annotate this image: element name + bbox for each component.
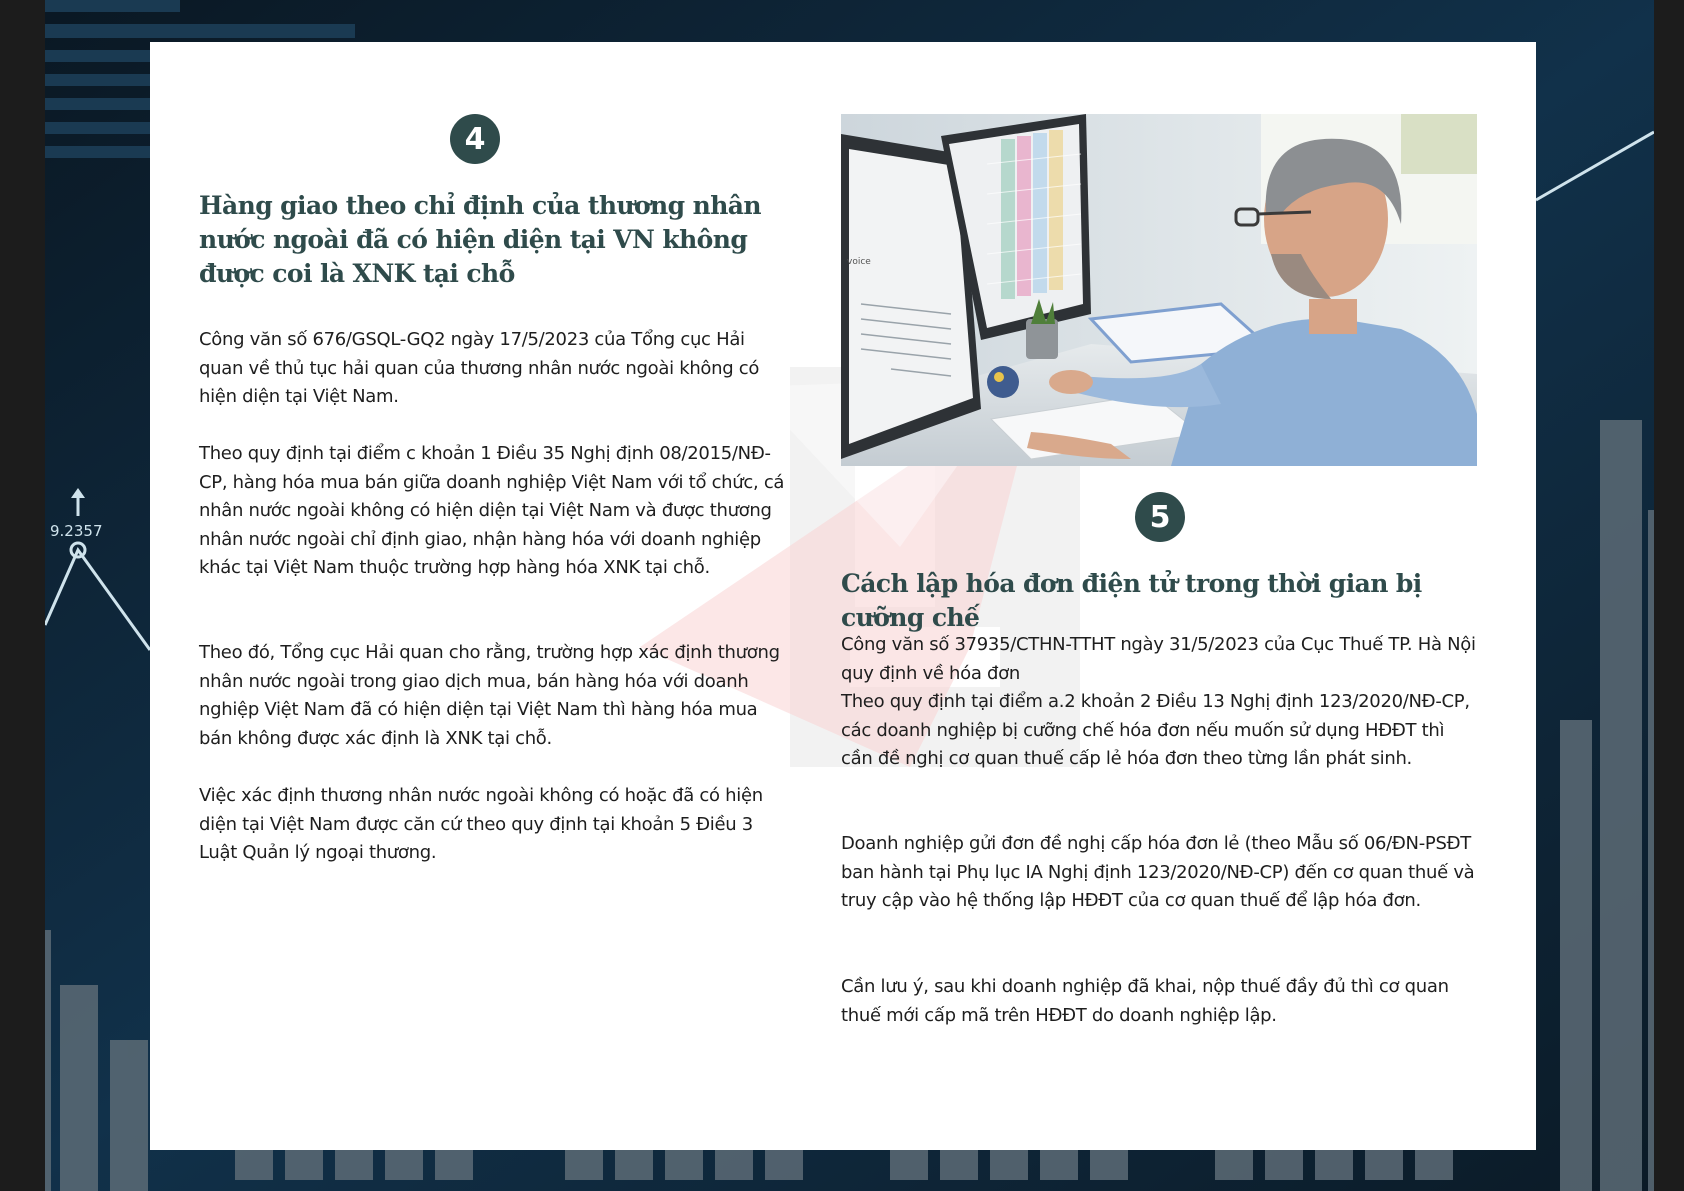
section-5-number: 5 (1149, 499, 1171, 535)
content-card (150, 42, 1536, 1150)
right-dark-margin (1654, 0, 1684, 1191)
section-5-badge (1135, 492, 1185, 542)
section-5-title: Cách lập hóa đơn điện tử trong thời gian bị cưỡng chế (841, 569, 1422, 632)
section-4-paragraph-4: Việc xác định thương nhân nước ngoài không có hoặc đã có hiện diện tại Việt Nam được căn cứ theo quy định tại khoản 5 Điều 3 Luật Quản lý ngoại thương. (199, 785, 763, 863)
section-4-badge (450, 114, 500, 164)
office-worker-photo (841, 114, 1477, 466)
section-5-paragraph-4: Cần lưu ý, sau khi doanh nghiệp đã khai, nộp thuế đầy đủ thì cơ quan thuế mới cấp mã trên HĐĐT do doanh nghiệp lập. (841, 976, 1449, 1026)
monitor-label: voice (847, 257, 871, 267)
section-5-paragraph-2: Theo quy định tại điểm a.2 khoản 2 Điều 13 Nghị định 123/2020/NĐ-CP, các doanh nghiệp bị cưỡng chế hóa đơn nếu muốn sử dụng HĐĐT thì cần đề nghị cơ quan thuế cấp lẻ hóa đơn theo từng lần phát sinh. (841, 691, 1470, 769)
section-4-title: Hàng giao theo chỉ định của thương nhân nước ngoài đã có hiện diện tại VN không được coi là XNK tại chỗ (199, 191, 761, 288)
section-4-number: 4 (464, 121, 486, 157)
section-4-paragraph-3: Theo đó, Tổng cục Hải quan cho rằng, trường hợp xác định thương nhân nước ngoài trong giao dịch mua, bán hàng hóa với doanh nghiệp Việt Nam đã có hiện diện tại Việt Nam thì hàng hóa mua bán không được xác định là XNK tại chỗ. (199, 642, 780, 749)
price-label: 9.2357 (50, 522, 103, 540)
section-4-paragraph-1: Công văn số 676/GSQL-GQ2 ngày 17/5/2023 của Tổng cục Hải quan về thủ tục hải quan của thương nhân nước ngoài không có hiện diện tại Việt Nam. (199, 329, 760, 407)
section-5-paragraph-1: Công văn số 37935/CTHN-TTHT ngày 31/5/2023 của Cục Thuế TP. Hà Nội quy định về hóa đơn (841, 634, 1476, 684)
section-4-paragraph-2: Theo quy định tại điểm c khoản 1 Điều 35 Nghị định 08/2015/NĐ-CP, hàng hóa mua bán giữa doanh nghiệp Việt Nam với tổ chức, cá nhân nước ngoài không có hiện diện tại Việt Nam và được thương nhân nước ngoài chỉ định giao, nhận hàng hóa với doanh nghiệp khác tại Việt Nam thuộc trường hợp hàng hóa XNK tại chỗ. (199, 443, 785, 578)
left-dark-margin (0, 0, 45, 1191)
desk-ball (987, 366, 1019, 398)
section-5-paragraph-3: Doanh nghiệp gửi đơn đề nghị cấp hóa đơn lẻ (theo Mẫu số 06/ĐN-PSĐT ban hành tại Phụ lục IA Nghị định 123/2020/NĐ-CP) đến cơ quan thuế và truy cập vào hệ thống lập HĐĐT của cơ quan thuế để lập hóa đơn. (841, 833, 1475, 911)
